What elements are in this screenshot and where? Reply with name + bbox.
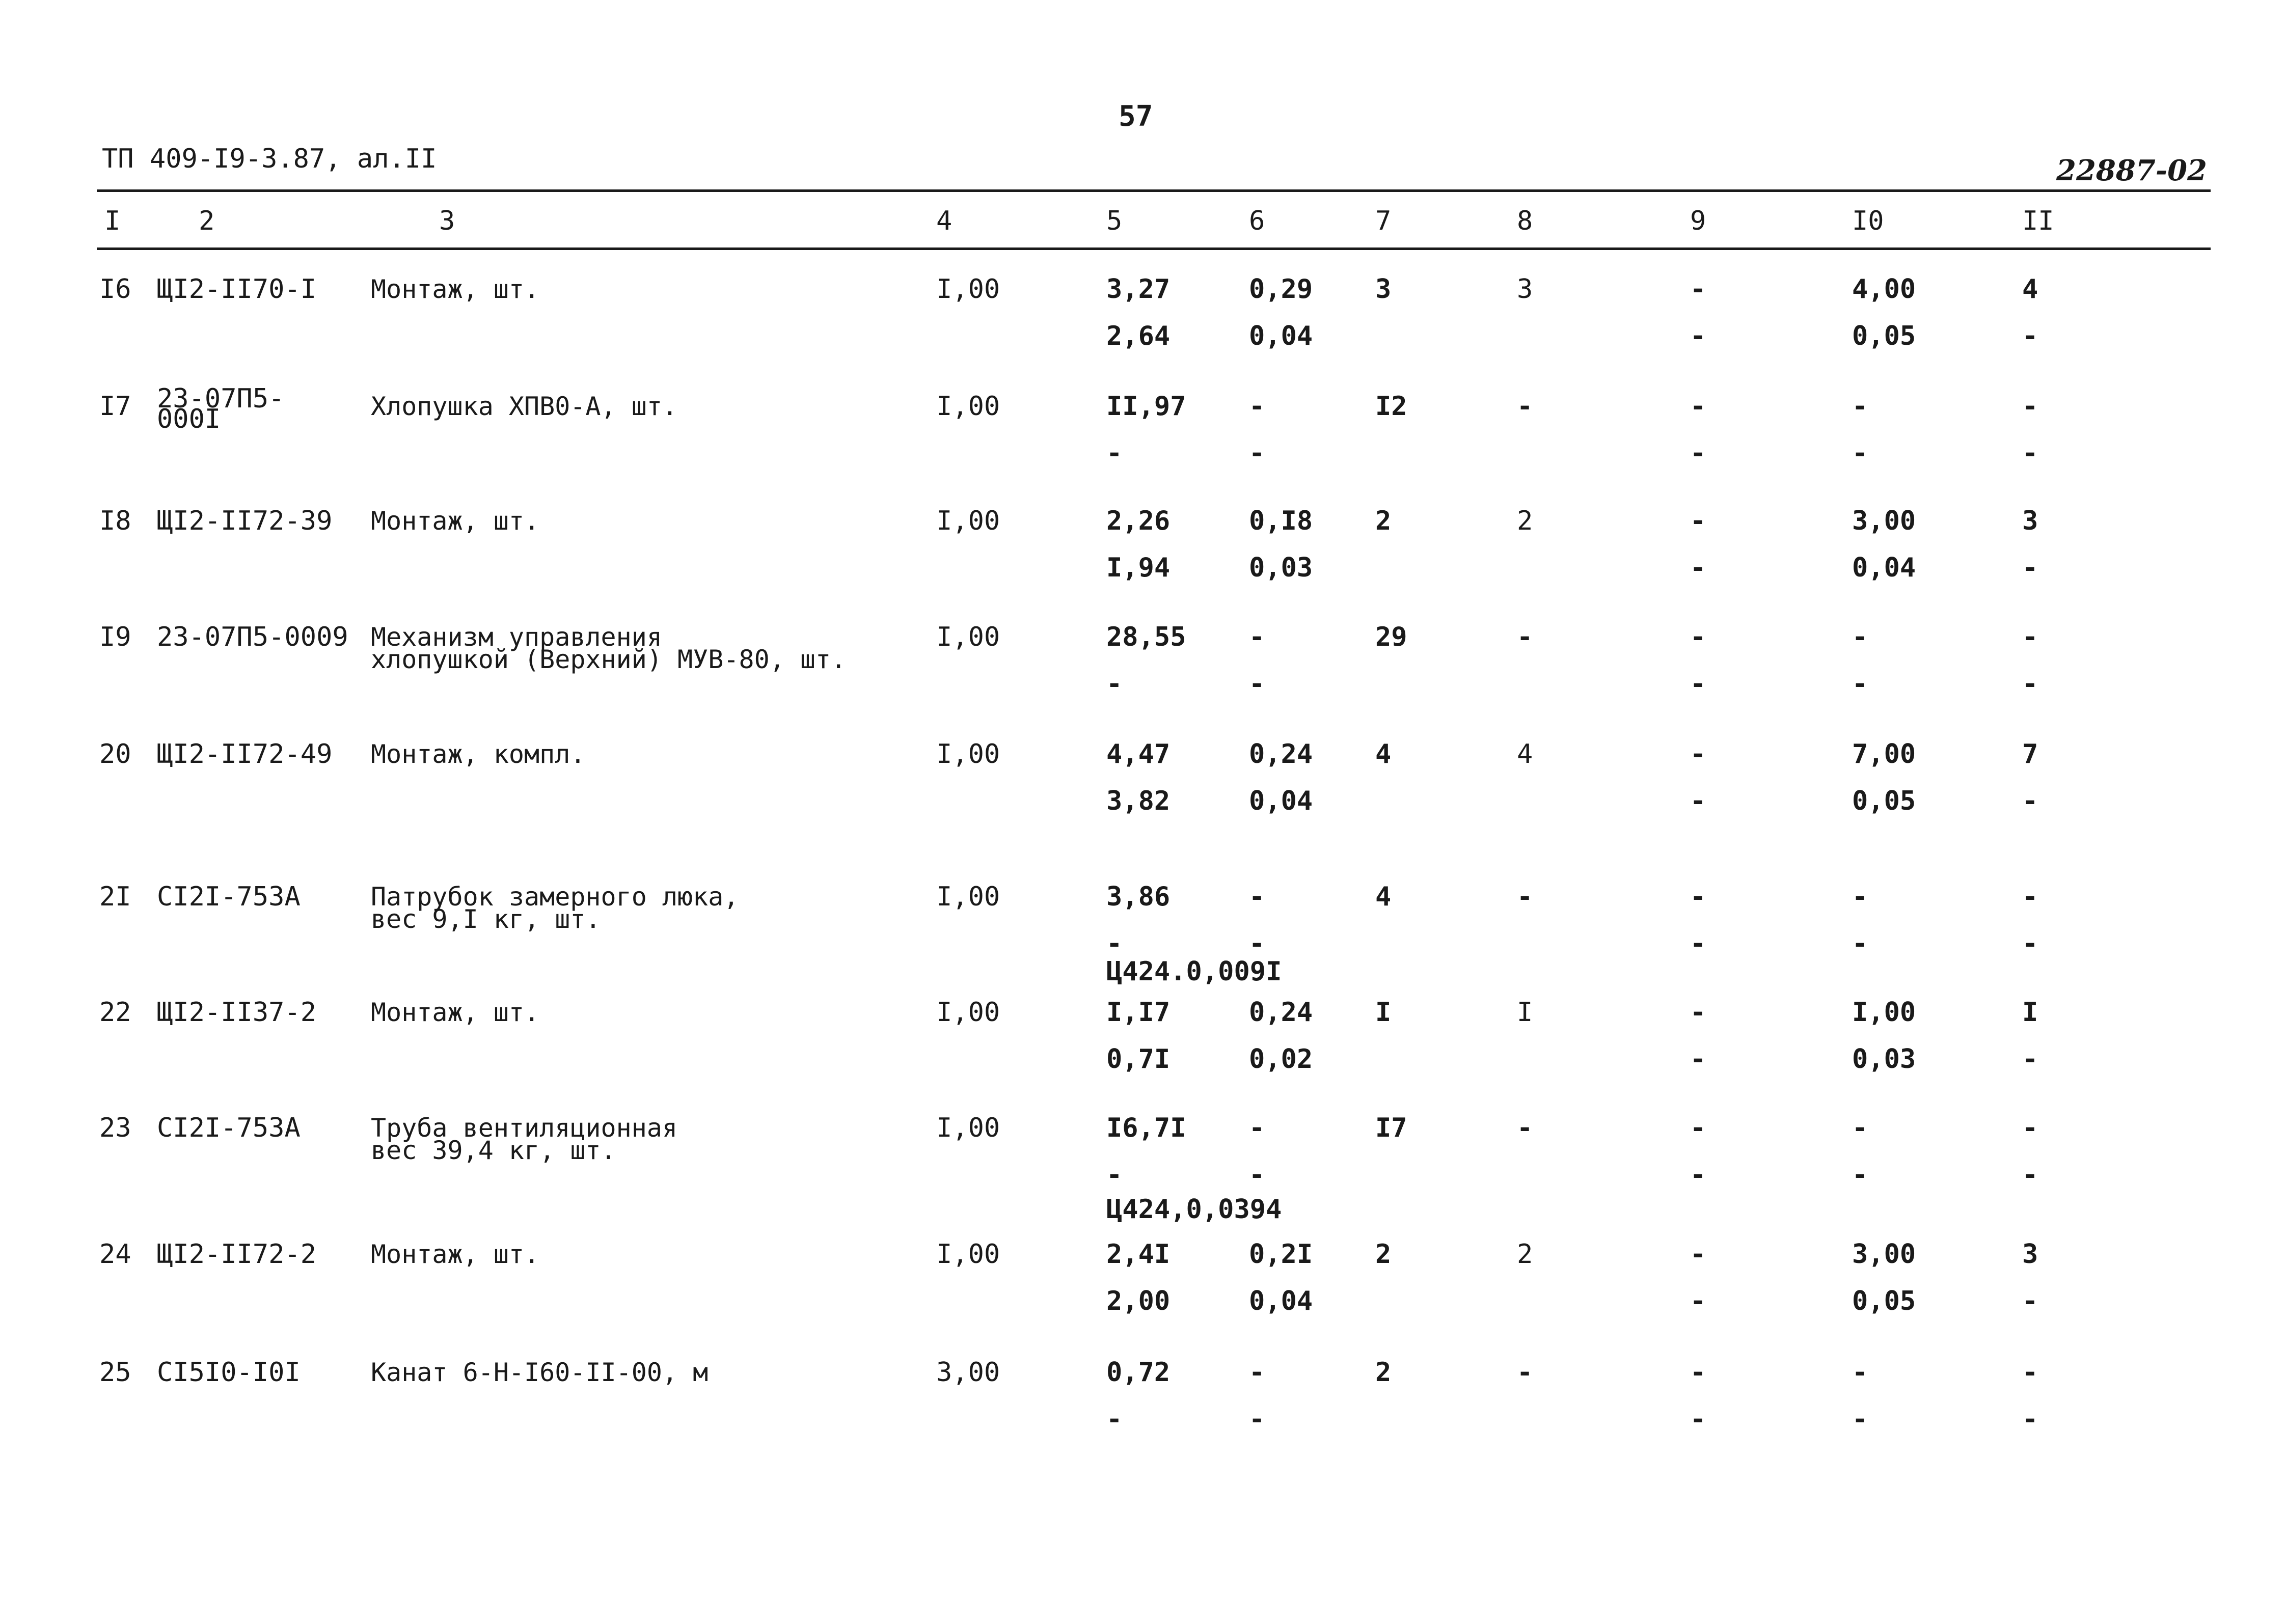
row-code: 23-07П5- 000I bbox=[157, 383, 285, 434]
row-quantity: I,00 bbox=[936, 882, 1000, 912]
row-value-c11: - bbox=[2022, 622, 2038, 652]
row-value-c6: - bbox=[1249, 669, 1265, 699]
row-value-c6: 0,04 bbox=[1249, 786, 1313, 816]
row-value-c10: - bbox=[1852, 928, 1868, 959]
row-description: вес 9,I кг, шт. bbox=[371, 904, 601, 934]
row-value-c6: 0,04 bbox=[1249, 321, 1313, 351]
row-code: CI5I0-I0I bbox=[157, 1357, 301, 1388]
page-number: 57 bbox=[1119, 100, 1153, 133]
row-value-c6: - bbox=[1249, 1357, 1265, 1388]
row-description: Монтаж, компл. bbox=[371, 739, 586, 769]
row-value-c11: - bbox=[2022, 1160, 2038, 1190]
header-rule-top bbox=[97, 189, 2211, 192]
row-value-c7: I2 bbox=[1375, 391, 1407, 422]
row-value-c11: - bbox=[2022, 1357, 2038, 1388]
row-value-c8: - bbox=[1517, 1113, 1533, 1143]
row-quantity: I,00 bbox=[936, 274, 1000, 305]
row-value-c10: - bbox=[1852, 882, 1868, 912]
row-value-c6: 0,02 bbox=[1249, 1044, 1313, 1075]
row-value-c10: 0,04 bbox=[1852, 553, 1916, 583]
row-value-c5: I,I7 bbox=[1106, 997, 1171, 1028]
row-value-c11: - bbox=[2022, 882, 2038, 912]
row-value-c6: 0,29 bbox=[1249, 274, 1313, 305]
row-quantity: I,00 bbox=[936, 1113, 1000, 1143]
row-value-c9: - bbox=[1690, 882, 1706, 912]
row-value-c6: 0,04 bbox=[1249, 1286, 1313, 1316]
row-quantity: I,00 bbox=[936, 739, 1000, 769]
row-description: Канат 6-Н-I60-II-00, м bbox=[371, 1358, 709, 1387]
row-description: Труба вентиляционная bbox=[371, 1113, 678, 1143]
row-value-c5: - bbox=[1106, 1160, 1123, 1190]
row-quantity: 3,00 bbox=[936, 1357, 1000, 1388]
row-number: 23 bbox=[99, 1113, 131, 1143]
row-number: 2I bbox=[99, 882, 131, 912]
row-value-c6: - bbox=[1249, 882, 1265, 912]
column-header-4: 4 bbox=[936, 206, 953, 236]
row-value-c9: - bbox=[1690, 1239, 1706, 1270]
row-value-c11: 7 bbox=[2022, 739, 2038, 769]
row-number: 25 bbox=[99, 1357, 131, 1388]
row-value-c9: - bbox=[1690, 622, 1706, 652]
row-value-c8: I bbox=[1517, 997, 1533, 1028]
row-value-c6: 0,03 bbox=[1249, 553, 1313, 583]
row-value-c5: 0,72 bbox=[1106, 1357, 1171, 1388]
row-value-c6: - bbox=[1249, 1404, 1265, 1435]
row-value-c5: 4,47 bbox=[1106, 739, 1171, 769]
row-value-c6: 0,2I bbox=[1249, 1239, 1313, 1270]
row-value-c11: - bbox=[2022, 321, 2038, 351]
column-header-10: I0 bbox=[1852, 206, 1884, 236]
row-code: ЩI2-II37-2 bbox=[157, 997, 317, 1028]
row-value-c11: - bbox=[2022, 786, 2038, 816]
row-value-c5: 2,4I bbox=[1106, 1239, 1171, 1270]
row-value-c6: - bbox=[1249, 928, 1265, 959]
row-description: Монтаж, шт. bbox=[371, 1240, 540, 1269]
column-header-2: 2 bbox=[199, 206, 215, 236]
row-value-c9: - bbox=[1690, 274, 1706, 305]
row-value-c6: - bbox=[1249, 622, 1265, 652]
row-number: I6 bbox=[99, 274, 131, 305]
row-value-c10: I,00 bbox=[1852, 997, 1916, 1028]
row-description: Хлопушка ХПВ0-А, шт. bbox=[371, 392, 678, 421]
row-value-c11: - bbox=[2022, 1113, 2038, 1143]
row-value-c7: 2 bbox=[1375, 506, 1392, 536]
row-code: ЩI2-II72-39 bbox=[157, 506, 333, 536]
row-value-c11: 3 bbox=[2022, 506, 2038, 536]
row-value-c9: - bbox=[1690, 391, 1706, 422]
row-code: ЩI2-II72-49 bbox=[157, 739, 333, 769]
row-description: Механизм управления bbox=[371, 622, 662, 652]
row-code: 23-07П5-0009 bbox=[157, 622, 348, 652]
row-value-c5: 0,7I bbox=[1106, 1044, 1171, 1075]
column-header-8: 8 bbox=[1517, 206, 1533, 236]
row-value-c5: 2,26 bbox=[1106, 506, 1171, 536]
row-value-c7: 4 bbox=[1375, 882, 1392, 912]
row-value-c10: - bbox=[1852, 1113, 1868, 1143]
row-quantity: I,00 bbox=[936, 997, 1000, 1028]
row-value-c10: - bbox=[1852, 1160, 1868, 1190]
row-description: хлопушкой (Верхний) МУВ-80, шт. bbox=[371, 645, 847, 674]
row-value-c6: - bbox=[1249, 438, 1265, 469]
column-header-7: 7 bbox=[1375, 206, 1392, 236]
row-value-c11: - bbox=[2022, 669, 2038, 699]
row-value-c6: 0,24 bbox=[1249, 997, 1313, 1028]
row-value-c8: - bbox=[1517, 391, 1533, 422]
row-value-c11: - bbox=[2022, 438, 2038, 469]
row-value-c10: 0,05 bbox=[1852, 786, 1916, 816]
row-value-c11: 3 bbox=[2022, 1239, 2038, 1270]
header-rule-bottom bbox=[97, 247, 2211, 250]
row-value-c11: I bbox=[2022, 997, 2038, 1028]
row-value-c8: 4 bbox=[1517, 739, 1533, 769]
row-value-c10: - bbox=[1852, 391, 1868, 422]
row-value-c8: - bbox=[1517, 1357, 1533, 1388]
row-value-c9: - bbox=[1690, 1404, 1706, 1435]
row-value-c9: - bbox=[1690, 786, 1706, 816]
row-number: I8 bbox=[99, 506, 131, 536]
column-header-9: 9 bbox=[1690, 206, 1706, 236]
row-value-c5: 2,00 bbox=[1106, 1286, 1171, 1316]
row-value-c10: 4,00 bbox=[1852, 274, 1916, 305]
row-value-c6: 0,24 bbox=[1249, 739, 1313, 769]
row-value-c10: 3,00 bbox=[1852, 506, 1916, 536]
row-number: 24 bbox=[99, 1239, 131, 1270]
row-quantity: I,00 bbox=[936, 622, 1000, 652]
row-value-c9: - bbox=[1690, 1113, 1706, 1143]
row-quantity: I,00 bbox=[936, 1239, 1000, 1270]
row-value-c10: - bbox=[1852, 1357, 1868, 1388]
row-value-c5: I,94 bbox=[1106, 553, 1171, 583]
row-value-c10: - bbox=[1852, 438, 1868, 469]
column-header-5: 5 bbox=[1106, 206, 1123, 236]
row-value-c7: 3 bbox=[1375, 274, 1392, 305]
row-reference: Ц424.0,009I bbox=[1106, 956, 1282, 987]
row-value-c5: 3,86 bbox=[1106, 882, 1171, 912]
column-header-1: I bbox=[104, 206, 121, 236]
row-value-c9: - bbox=[1690, 506, 1706, 536]
row-code: ЩI2-II72-2 bbox=[157, 1239, 317, 1270]
row-value-c9: - bbox=[1690, 669, 1706, 699]
row-value-c10: 7,00 bbox=[1852, 739, 1916, 769]
row-value-c11: - bbox=[2022, 553, 2038, 583]
row-number: I9 bbox=[99, 622, 131, 652]
row-value-c11: - bbox=[2022, 391, 2038, 422]
row-value-c9: - bbox=[1690, 1286, 1706, 1316]
column-header-6: 6 bbox=[1249, 206, 1265, 236]
row-value-c5: I6,7I bbox=[1106, 1113, 1186, 1143]
row-value-c5: II,97 bbox=[1106, 391, 1186, 422]
row-value-c11: 4 bbox=[2022, 274, 2038, 305]
row-code: CI2I-753A bbox=[157, 882, 301, 912]
column-header-11: II bbox=[2022, 206, 2054, 236]
row-value-c5: 3,27 bbox=[1106, 274, 1171, 305]
document-code: ТП 409-I9-3.87, ал.II bbox=[102, 144, 437, 174]
document-number: 22887-02 bbox=[2056, 154, 2207, 187]
row-quantity: I,00 bbox=[936, 506, 1000, 536]
row-value-c5: 2,64 bbox=[1106, 321, 1171, 351]
row-value-c8: - bbox=[1517, 882, 1533, 912]
row-value-c11: - bbox=[2022, 928, 2038, 959]
row-value-c6: - bbox=[1249, 1160, 1265, 1190]
row-value-c8: - bbox=[1517, 622, 1533, 652]
row-value-c11: - bbox=[2022, 1404, 2038, 1435]
row-value-c7: 2 bbox=[1375, 1239, 1392, 1270]
row-value-c6: - bbox=[1249, 391, 1265, 422]
row-value-c7: I bbox=[1375, 997, 1392, 1028]
row-value-c9: - bbox=[1690, 1160, 1706, 1190]
row-value-c10: - bbox=[1852, 669, 1868, 699]
row-number: I7 bbox=[99, 391, 131, 422]
row-quantity: I,00 bbox=[936, 391, 1000, 422]
row-value-c9: - bbox=[1690, 553, 1706, 583]
row-value-c9: - bbox=[1690, 928, 1706, 959]
row-value-c10: - bbox=[1852, 1404, 1868, 1435]
row-value-c5: - bbox=[1106, 669, 1123, 699]
row-description: Патрубок замерного люка, bbox=[371, 882, 739, 912]
row-value-c11: - bbox=[2022, 1286, 2038, 1316]
row-value-c5: - bbox=[1106, 438, 1123, 469]
row-value-c5: 3,82 bbox=[1106, 786, 1171, 816]
row-description: вес 39,4 кг, шт. bbox=[371, 1136, 616, 1165]
row-value-c6: - bbox=[1249, 1113, 1265, 1143]
row-value-c11: - bbox=[2022, 1044, 2038, 1075]
row-description: Монтаж, шт. bbox=[371, 274, 540, 304]
row-number: 20 bbox=[99, 739, 131, 769]
row-number: 22 bbox=[99, 997, 131, 1028]
row-value-c7: 29 bbox=[1375, 622, 1407, 652]
row-value-c5: - bbox=[1106, 928, 1123, 959]
row-description: Монтаж, шт. bbox=[371, 506, 540, 536]
row-value-c6: 0,I8 bbox=[1249, 506, 1313, 536]
row-value-c7: 4 bbox=[1375, 739, 1392, 769]
row-value-c9: - bbox=[1690, 438, 1706, 469]
row-value-c5: 28,55 bbox=[1106, 622, 1186, 652]
row-value-c7: I7 bbox=[1375, 1113, 1407, 1143]
row-code: ЩI2-II70-I bbox=[157, 274, 317, 305]
row-value-c10: 0,03 bbox=[1852, 1044, 1916, 1075]
row-value-c5: - bbox=[1106, 1404, 1123, 1435]
row-value-c9: - bbox=[1690, 1044, 1706, 1075]
row-description: Монтаж, шт. bbox=[371, 998, 540, 1027]
row-value-c7: 2 bbox=[1375, 1357, 1392, 1388]
row-value-c10: 0,05 bbox=[1852, 1286, 1916, 1316]
row-value-c10: - bbox=[1852, 622, 1868, 652]
row-value-c8: 3 bbox=[1517, 274, 1533, 305]
row-value-c9: - bbox=[1690, 321, 1706, 351]
row-value-c8: 2 bbox=[1517, 1239, 1533, 1270]
row-value-c9: - bbox=[1690, 739, 1706, 769]
row-value-c9: - bbox=[1690, 997, 1706, 1028]
row-reference: Ц424,0,0394 bbox=[1106, 1194, 1282, 1225]
row-value-c8: 2 bbox=[1517, 506, 1533, 536]
row-value-c10: 0,05 bbox=[1852, 321, 1916, 351]
row-value-c10: 3,00 bbox=[1852, 1239, 1916, 1270]
row-value-c9: - bbox=[1690, 1357, 1706, 1388]
row-code: CI2I-753A bbox=[157, 1113, 301, 1143]
column-header-3: 3 bbox=[439, 206, 455, 236]
